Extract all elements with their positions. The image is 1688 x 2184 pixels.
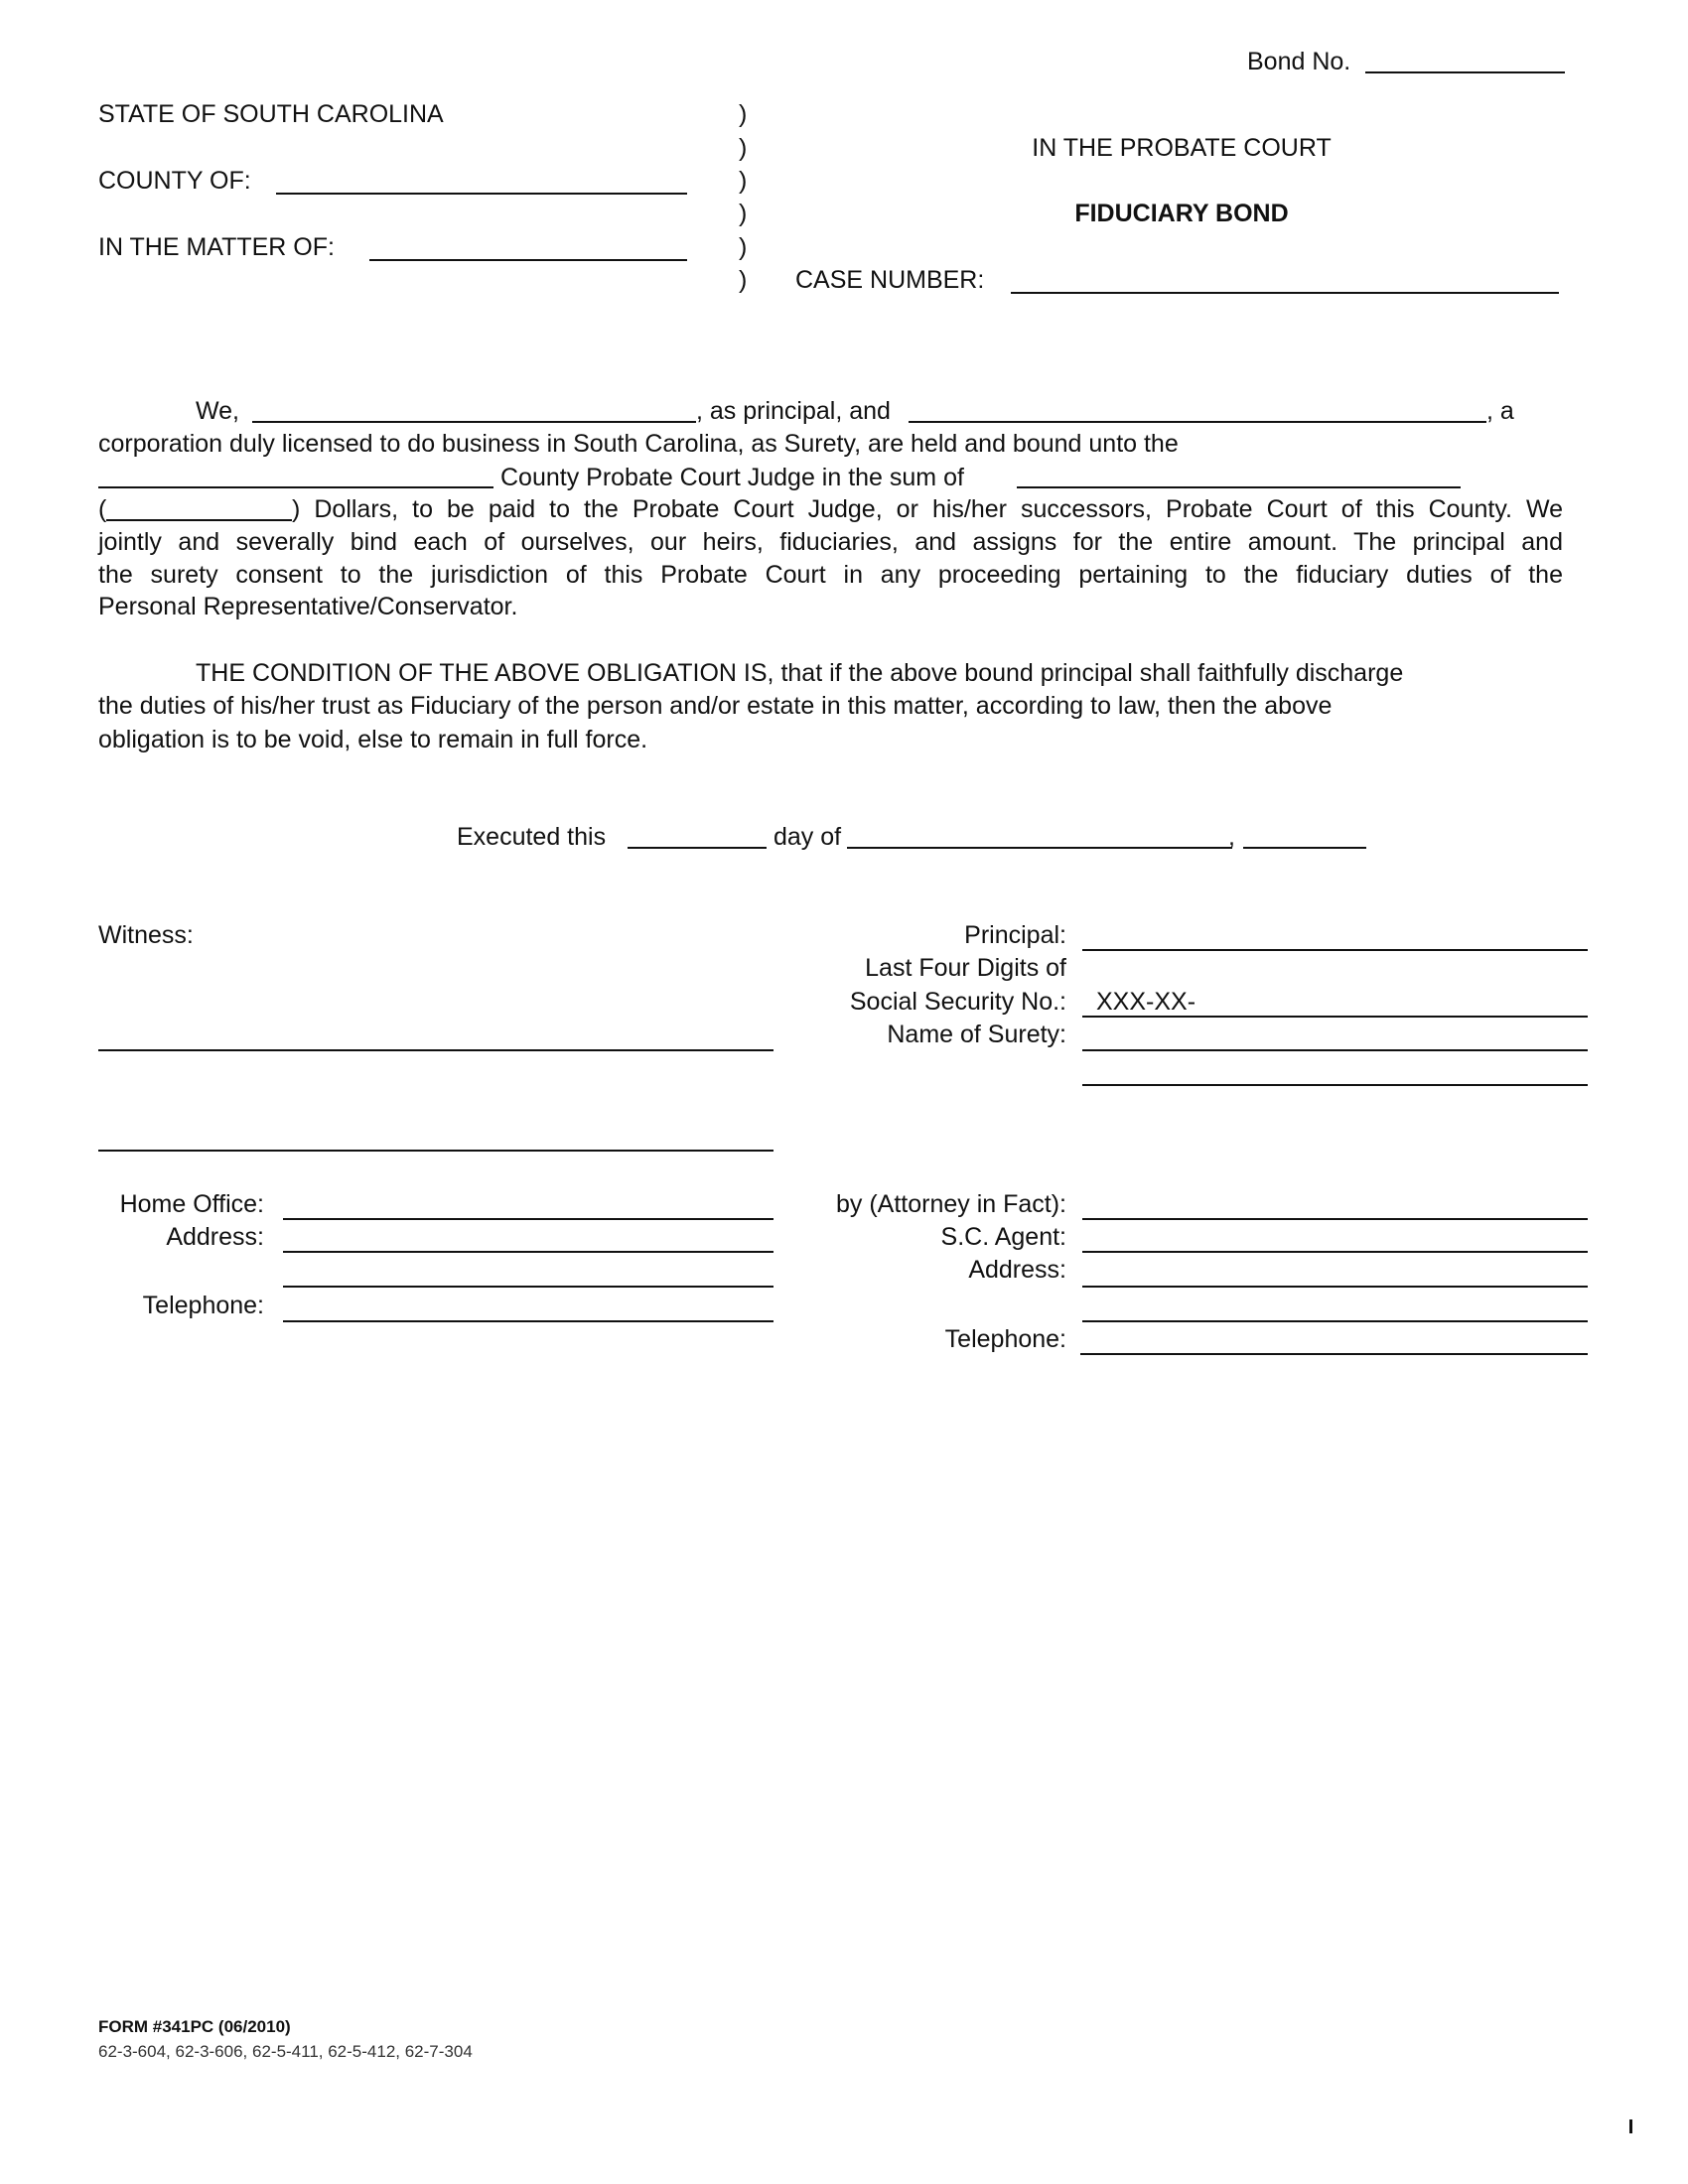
paragraph-line: corporation duly licensed to do business in South Carolina, as Surety, are held and bound unto the <box>98 430 1179 458</box>
county-label: COUNTY OF: <box>98 167 251 195</box>
open-paren: ( <box>98 495 107 523</box>
court-heading: IN THE PROBATE COURT <box>1032 134 1332 162</box>
agent-address-field[interactable] <box>1082 1286 1588 1288</box>
sum-words-field[interactable] <box>1017 486 1461 488</box>
matter-label: IN THE MATTER OF: <box>98 233 335 261</box>
principal-signature-field[interactable] <box>1082 949 1588 951</box>
bond-no-label: Bond No. <box>1247 48 1351 75</box>
matter-field[interactable] <box>369 259 687 261</box>
surety-label: Name of Surety: <box>887 1021 1066 1048</box>
agent-label: S.C. Agent: <box>940 1223 1066 1251</box>
attorney-field[interactable] <box>1082 1218 1588 1220</box>
executed-this-text: Executed this <box>457 823 607 851</box>
county-field[interactable] <box>276 193 687 195</box>
agent-address-label: Address: <box>968 1256 1066 1284</box>
bond-no-field[interactable] <box>1365 71 1565 73</box>
county-judge-field[interactable] <box>98 486 493 488</box>
case-number-label: CASE NUMBER: <box>795 266 985 294</box>
caption-paren: ) <box>739 233 748 261</box>
day-of-text: day of <box>774 823 842 851</box>
telephone-label: Telephone: <box>142 1292 264 1319</box>
agent-telephone-label: Telephone: <box>944 1325 1066 1353</box>
statutes: 62-3-604, 62-3-606, 62-5-411, 62-5-412, 62-7-304 <box>98 2042 473 2061</box>
surety-field-2[interactable] <box>1082 1084 1588 1086</box>
as-principal-text: , as principal, and <box>696 397 891 425</box>
ssn-field[interactable] <box>1082 1016 1588 1018</box>
condition-line: THE CONDITION OF THE ABOVE OBLIGATION IS, that if the above bound principal shall faithfully discharge <box>196 659 1404 687</box>
principal-name-field[interactable] <box>252 421 696 423</box>
address-field-2[interactable] <box>283 1286 774 1288</box>
surety-name-field[interactable] <box>909 421 1486 423</box>
paragraph-line: jointly and severally bind each of ourselves, our heirs, fiduciaries, and assigns for the entire amount. The principal and <box>98 528 1563 556</box>
agent-telephone-field[interactable] <box>1080 1353 1588 1355</box>
caption-paren: ) <box>739 266 748 294</box>
telephone-field[interactable] <box>283 1320 774 1322</box>
page-mark <box>1629 2119 1632 2133</box>
year-field[interactable] <box>1243 847 1366 849</box>
page-title: FIDUCIARY BOND <box>1074 200 1289 227</box>
witness-signature-line[interactable] <box>98 1150 774 1152</box>
form-id: FORM #341PC (06/2010) <box>98 2017 291 2036</box>
case-number-field[interactable] <box>1011 292 1559 294</box>
caption-paren: ) <box>739 200 748 227</box>
state-label: STATE OF SOUTH CAROLINA <box>98 100 444 128</box>
sum-amount-field[interactable] <box>106 519 292 521</box>
paragraph-line: ) Dollars, to be paid to the Probate Court Judge, or his/her successors, Probate Court of this County. We <box>292 495 1563 523</box>
caption-paren: ) <box>739 134 748 162</box>
witness-signature-line[interactable] <box>98 1049 774 1051</box>
caption-paren: ) <box>739 167 748 195</box>
home-office-label: Home Office: <box>119 1190 264 1218</box>
agent-field[interactable] <box>1082 1251 1588 1253</box>
agent-address-field-2[interactable] <box>1082 1320 1588 1322</box>
principal-label: Principal: <box>964 921 1066 949</box>
a-text: , a <box>1486 397 1514 425</box>
address-label: Address: <box>166 1223 264 1251</box>
surety-field[interactable] <box>1082 1049 1588 1051</box>
we-text: We, <box>196 397 239 425</box>
day-field[interactable] <box>628 847 767 849</box>
ssn-value[interactable]: XXX-XX- <box>1096 988 1196 1016</box>
condition-line: obligation is to be void, else to remain in full force. <box>98 726 648 753</box>
last-four-label: Last Four Digits of <box>865 954 1066 982</box>
paragraph-line: the surety consent to the jurisdiction of this Probate Court in any proceeding pertaining to the fiduciary duties of the <box>98 561 1563 589</box>
paragraph-line: Personal Representative/Conservator. <box>98 593 518 620</box>
attorney-label: by (Attorney in Fact): <box>835 1190 1066 1218</box>
ssn-label: Social Security No.: <box>849 988 1066 1016</box>
comma-text: , <box>1228 823 1235 851</box>
month-field[interactable] <box>847 847 1232 849</box>
county-judge-text: County Probate Court Judge in the sum of <box>500 464 964 491</box>
condition-line: the duties of his/her trust as Fiduciary of the person and/or estate in this matter, according to law, then the above <box>98 692 1333 720</box>
witness-label: Witness: <box>98 921 194 949</box>
caption-paren: ) <box>739 100 748 128</box>
